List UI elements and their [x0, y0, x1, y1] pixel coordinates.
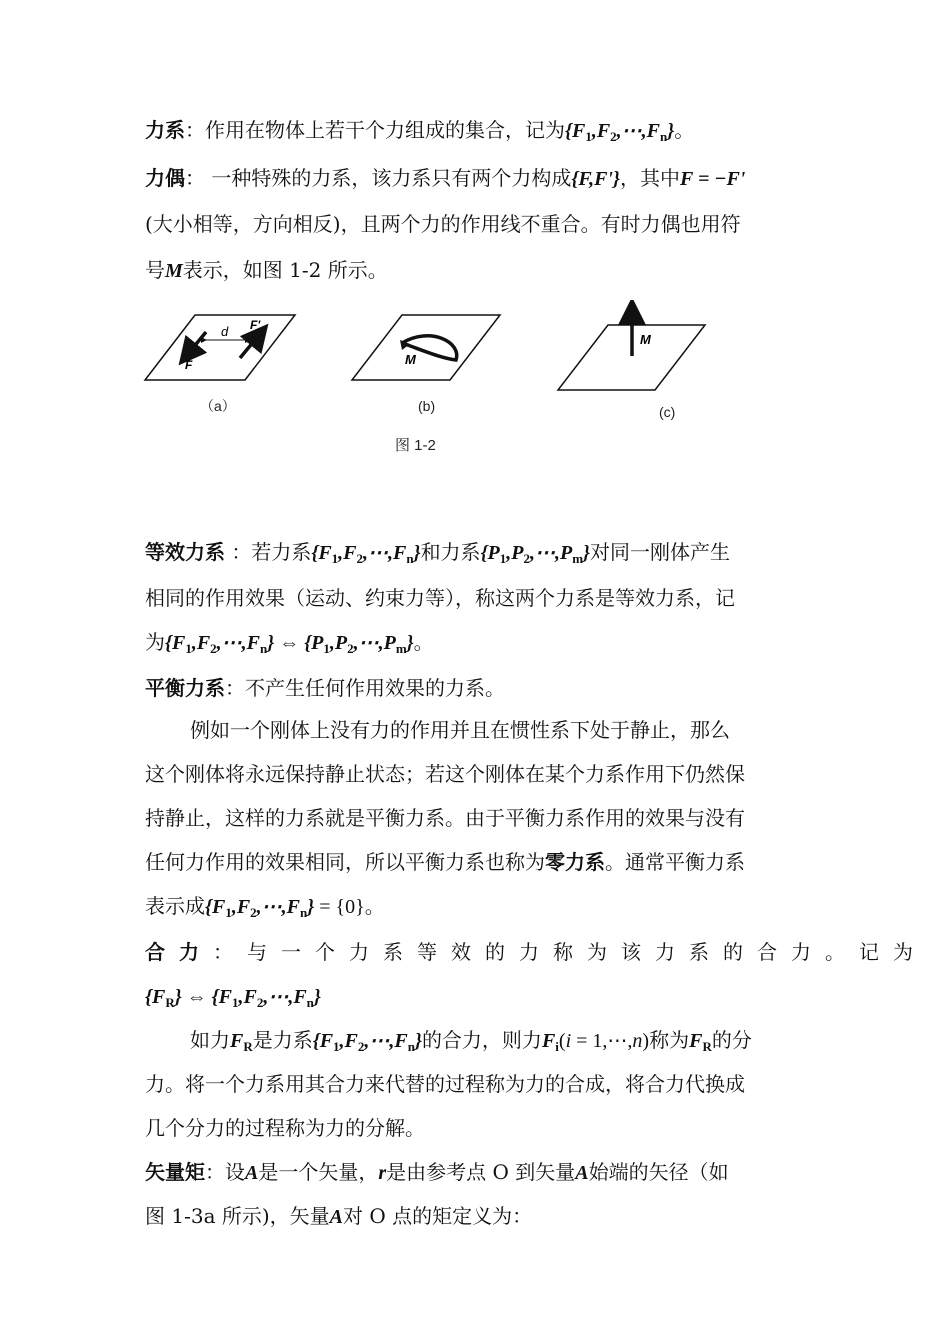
svg-text:F: F: [185, 358, 193, 372]
term-zero-force-system: 零力系: [545, 850, 605, 874]
svg-text:F': F': [250, 318, 261, 332]
text-line: 号M表示，如图 1-2 所示。: [145, 258, 388, 282]
symbol-M: M: [165, 260, 183, 282]
formula-resultant-equivalence: $\{F_R\}$ ⇔ $\{F_1,F_2,\cdots,F_n\}$: [145, 986, 321, 1010]
figure-c-moment-vector: [558, 304, 705, 390]
term-force-system: 力系: [145, 118, 185, 142]
figure-title: 图 1-2: [395, 437, 436, 454]
text-line: 图 1-3a 所示)，矢量A对 O 点的矩定义为：: [145, 1204, 533, 1228]
svg-text:M: M: [640, 332, 651, 347]
figure-b-couple-moment: [352, 315, 500, 380]
figure-a-couple-forces: [145, 315, 295, 380]
text-line: 例如一个刚体上没有力的作用并且在惯性系下处于静止，那么: [190, 718, 730, 742]
text-line: (大小相等，方向相反)，且两个力的作用线不重合。有时力偶也用符: [145, 212, 741, 236]
formula-couple-set: {F,F'}: [571, 168, 620, 190]
formula-couple-equal: F = −F': [679, 168, 746, 190]
term-couple: 力偶: [145, 166, 185, 190]
text-line: 几个分力的过程称为力的分解。: [145, 1116, 425, 1140]
term-equilibrium-system: 平衡力系: [145, 676, 225, 700]
text-line: 为$\{F_1,F_2,\cdots,F_n\}$ ⇔ $\{P_1,P_2,\cdots,P_m\}$。: [145, 630, 434, 656]
text-line: 力。将一个力系用其合力来代替的过程称为力的合成，将合力代换成: [145, 1072, 745, 1096]
term-equivalent-system: 等效力系: [145, 540, 225, 564]
definition-force-system: 力系：作用在物体上若干个力组成的集合，记为$\{F_1,F_2,\cdots,F_n\}$。: [145, 118, 695, 144]
term-resultant: 合力: [145, 940, 213, 964]
svg-text:d: d: [221, 324, 229, 339]
definition-vector-moment: 矢量矩：设A是一个矢量，r是由参考点 O 到矢量A始端的矢径（如: [145, 1160, 729, 1184]
term-vector-moment: 矢量矩: [145, 1160, 205, 1184]
figure-caption-a: （a）: [200, 398, 236, 414]
text-line: 如力$F_R$是力系$\{F_1,F_2,\cdots,F_n\}$的合力，则力$F_i(i$ = 1,⋯,n)称为$F_R$的分: [190, 1028, 752, 1054]
definition-equivalent-system: 等效力系 ：若力系$\{F_1,F_2,\cdots,F_n\}$和力系$\{P_1,P_2,\cdots,P_m\}$对同一刚体产生: [145, 540, 730, 566]
text-line: 表示成$\{F_1,F_2,\cdots,F_n\} = \{0\}$。: [145, 894, 385, 920]
text-line: 持静止，这样的力系就是平衡力系。由于平衡力系作用的效果与没有: [145, 806, 745, 830]
text-line: 相同的作用效果（运动、约束力等），称这两个力系是等效力系，记: [145, 586, 735, 610]
text-line: 这个刚体将永远保持静止状态；若这个刚体在某个力系作用下仍然保: [145, 762, 745, 786]
svg-text:M: M: [405, 352, 416, 367]
figure-caption-b: (b): [418, 398, 436, 414]
definition-couple: 力偶： 一种特殊的力系，该力系只有两个力构成{F,F'}，其中F = −F': [145, 166, 746, 190]
definition-equilibrium-system: 平衡力系：不产生任何作用效果的力系。: [145, 676, 505, 700]
figure-caption-c: (c): [659, 404, 676, 420]
definition-resultant: 合力：与一个力系等效的力称为该力系的合力。记为: [145, 940, 927, 964]
text-line: 任何力作用的效果相同，所以平衡力系也称为零力系。通常平衡力系: [145, 850, 745, 874]
formula-force-set: $\{F_1,F_2,\cdots,F_n\}$: [565, 120, 675, 144]
